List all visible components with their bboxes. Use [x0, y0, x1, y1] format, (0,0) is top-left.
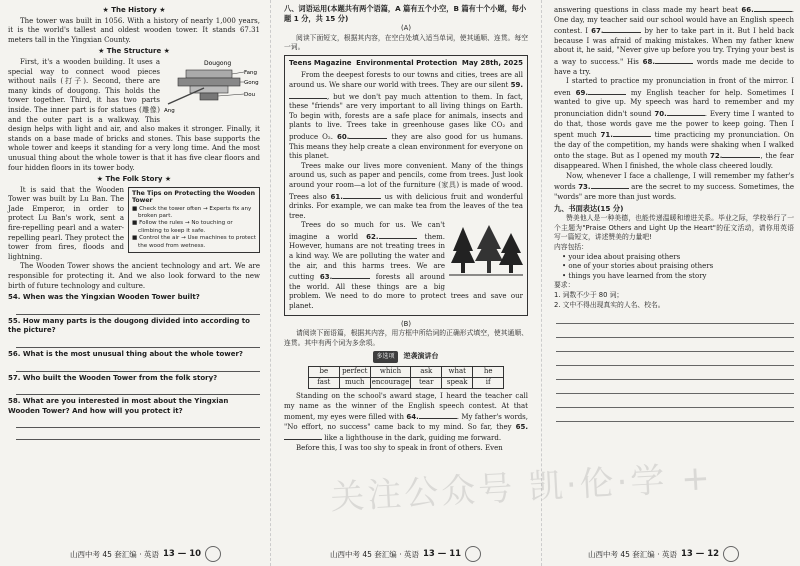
column-1 [8, 0, 260, 566]
page-footer-1 [70, 546, 221, 562]
writing-line[interactable] [556, 338, 794, 352]
column-divider [541, 0, 542, 566]
page-number: 13 — 10 [162, 549, 202, 559]
blank-61[interactable] [343, 191, 381, 199]
answer-line[interactable] [16, 360, 260, 372]
blank-66[interactable] [754, 4, 792, 12]
requirements-label: 要求： [554, 281, 575, 290]
blank-60[interactable] [349, 131, 387, 139]
blank-67[interactable] [603, 25, 641, 33]
part-a-label: (A) [401, 24, 411, 32]
word-bank-table [308, 366, 504, 389]
passage-b-paragraph-1: Standing on the school's award stage, I heard the teacher call my name as the winner of the English speech contest. At that moment, my eyes were filled with 64. . My father's words, "No effort, no success" came back to my mind. So far, they 65. like a lighthouse in the dark, guiding me forward. [284, 392, 528, 443]
word-cell: tear [411, 378, 442, 389]
passage-a-paragraph-2: Trees make our lives more convenient. Many of the things around us, such as paper and pencils, come from trees. Just look around your room—a lot of the furniture (家具) is made of wood. Trees also 61. us with delicious fruit and wonderful drinks. For example, we can make tea from the leaves of the tea tree. [289, 161, 523, 220]
tip-item: ■ Follow the rules → No touching or climbing to keep it safe. [132, 220, 233, 234]
seal-icon [465, 546, 481, 562]
blank-73[interactable] [591, 181, 629, 189]
column-divider [270, 0, 271, 566]
blank-68[interactable] [655, 56, 693, 64]
blank-70[interactable] [667, 108, 705, 116]
word-cell: speak [442, 378, 473, 389]
blank-59[interactable] [289, 91, 327, 99]
content-label: 内容包括： [554, 243, 588, 252]
instruction-a: 阅读下面短文，根据其内容，在空白处填入适当单词，使其通顺、连贯。每空一词。 [284, 33, 528, 52]
seal-icon [205, 546, 221, 562]
question-56: 56. What is the most unusual thing about the whole tower? [8, 350, 243, 358]
writing-line[interactable] [556, 394, 794, 408]
magazine-topic: Environmental Protection [356, 58, 458, 67]
passage-a-paragraph-1: From the deepest forests to our towns and cities, trees are all around us. We share our world with trees. They are our silent 59., but we don't pay much attention to them. In fact, these "friends" are very important to all living things on Earth. To begin with, forests are a safe place for animals, insects and plants to live. Trees take in greenhouse gases like CO₂ and produce O₂. 60. they are also good for us humans. This means they help create a clean environment for everyone on this planet. [289, 71, 523, 161]
word-cell: fast [308, 378, 339, 389]
folk-title: ★ The Folk Story ★ [96, 175, 172, 184]
word-row [308, 367, 503, 378]
dou-label: Dou [244, 91, 256, 98]
requirement-2: 2. 文中不得出现真实的人名、校名。 [554, 300, 665, 309]
section-9-heading: 九、书面表达(15 分) [554, 204, 624, 214]
section-8-heading: 八、词语运用(本题共有两个语篇，A 篇有五个小空，B 篇有十个小题，每小题 1 分，共 15 分) [284, 4, 527, 23]
column-3 [554, 0, 794, 566]
history-text: The tower was built in 1056. With a history of nearly 1,000 years, it is the world's tallest and oldest wooden tower. It stands 67.31 meters tall in the Yingxian County. [8, 16, 260, 44]
footer-title: 山西中考 45 套汇编 · 英语 [588, 549, 677, 559]
page-number: 13 — 11 [422, 549, 462, 559]
seal-icon [723, 546, 739, 562]
writing-line[interactable] [556, 366, 794, 380]
word-cell: much [339, 378, 370, 389]
word-bank-tag: 多选项 [373, 351, 397, 363]
word-cell: encourage [370, 378, 410, 389]
question-54: 54. When was the Yingxian Wooden Tower built? [8, 293, 200, 302]
history-title: ★ The History ★ [102, 6, 166, 14]
answer-line[interactable] [16, 428, 260, 440]
passage-b-paragraph-2: Before this, I was too shy to speak in front of others. Even [296, 443, 503, 452]
answer-line[interactable] [16, 383, 260, 395]
page-footer-3 [588, 546, 739, 562]
content-bullet: • your idea about praising others [562, 252, 681, 261]
magazine-date: May 28th, 2025 [461, 58, 523, 67]
passage-b-continued-1: answering questions in class made my heart beat 66. . One day, my teacher said our school would have an English speech contest. I 67. by her to take part in it. But I held back because I was afraid of making mistakes. When my father knew about it, he said, "Never give up before you try. Trying your best is a way to success." His 68. words made me decide to have a try. [554, 6, 794, 76]
answer-line[interactable] [16, 416, 260, 428]
word-cell: be [308, 367, 339, 378]
word-cell: if [473, 378, 504, 389]
watermark: 关注公众号 凯·伦·学 + [329, 458, 714, 518]
writing-line[interactable] [556, 310, 794, 324]
blank-64[interactable] [419, 411, 457, 419]
writing-line[interactable] [556, 380, 794, 394]
blank-69[interactable] [588, 87, 626, 95]
writing-line[interactable] [556, 408, 794, 422]
fang-label: Fang [244, 69, 258, 76]
page-number: 13 — 12 [680, 549, 720, 559]
word-cell: which [370, 367, 410, 378]
gong-label: Gong [244, 79, 259, 86]
content-bullet: • things you have learned from the story [562, 271, 707, 280]
column-2 [284, 0, 528, 566]
blank-62[interactable] [379, 231, 417, 239]
writing-line[interactable] [556, 352, 794, 366]
content-bullet: • one of your stories about praising others [562, 262, 714, 271]
question-57: 57. Who built the Wooden Tower from the folk story? [8, 373, 218, 382]
passage-b-continued-3: Now, whenever I face a challenge, I will remember my father's words 73. are the secret to my success. Sometimes, the "words" are more than just words. [554, 171, 794, 201]
answer-line[interactable] [16, 336, 260, 348]
word-cell: ask [411, 367, 442, 378]
magazine-header [289, 59, 523, 69]
question-55: 55. How many parts is the dougong divided into according to the picture? [8, 316, 250, 335]
tips-title: The Tips on Protecting the Wooden Tower [132, 189, 255, 205]
blank-63[interactable] [332, 271, 370, 279]
word-bank-title: 逆袭演讲台 [403, 352, 439, 361]
tip-item: ■ Check the tower often → Experts fix any broken part. [132, 205, 252, 219]
word-cell: he [473, 367, 504, 378]
word-row [308, 378, 503, 389]
structure-title: ★ The Structure ★ [98, 47, 170, 56]
part-b-label: (B) [401, 319, 411, 328]
word-cell: what [442, 367, 473, 378]
footer-title: 山西中考 45 套汇编 · 英语 [70, 549, 159, 559]
word-bank-header [284, 351, 528, 363]
instruction-b: 请阅读下面语篇，根据其内容，用方框中所给词的正确形式填空，使其通顺、连贯。其中有两个词为多余项。 [284, 329, 528, 347]
passage-b-continued-2: I started to practice my pronunciation in front of the mirror. I even 69. my English teacher for help. Sometimes I wanted to give up. My speech was hard to remember and my pronunciation didn't sound 70. . Every time I wanted to do that, those words gave me the power to keep going. Then I spent much 71. time practicing my pronunciation. On the day of the competition, my hands were shaking when I walked onto the stage. But as I opened my mouth 72. , the fear disappeared. When I finished, the whole class cheered loudly. [554, 77, 795, 170]
blank-72[interactable] [722, 150, 760, 158]
blank-65[interactable] [284, 432, 322, 440]
ang-label: Ang [164, 107, 175, 114]
writing-line[interactable] [556, 324, 794, 338]
magazine-name: Teens Magazine [289, 58, 352, 67]
passage-a-paragraph-3: Trees do so much for us. We can't imagine a world 62. them. However, humans are not treating trees in a kind way. We are polluting the water and the air, and this harms trees. We are cutting 63. forests all around the world. All these things are a big problem. We need to do more to protect trees and save our planet. [289, 221, 523, 311]
page-footer-2 [330, 546, 481, 562]
magazine-box [284, 55, 528, 316]
folk-paragraph-2: The Wooden Tower shows the ancient technology and art. We are responsible for protecting it. And we also look forward to the new birth of future technology and culture. [8, 262, 260, 290]
tip-item: ■ Control the air → Use machines to protect the wood from wetness. [132, 235, 256, 249]
requirement-1: 1. 词数不少于 80 词； [554, 291, 624, 300]
word-cell: perfect [339, 367, 370, 378]
dougong-diagram [164, 58, 260, 120]
answer-line[interactable] [16, 303, 260, 315]
tips-box [128, 187, 260, 253]
blank-71[interactable] [613, 129, 651, 137]
folk-paragraph: It is said that the Wooden Tower was built by Lu Ban. The Jade Emperor, in order to protect Lu Ban's work, sent a fire-repelling pearl and a water-repelling pearl. They protect the tower from fires, floods and lightning. [8, 185, 124, 261]
dougong-label: Dougong [204, 59, 232, 67]
writing-prompt: 赞美他人是一种美德，也能传递温暖和增进关系。毕业之际，学校举行了一个主题为"Praise Others and Light Up the Heart"的征文活动，请你用英语写一篇短文，讲述赞美的力量吧! [554, 214, 794, 242]
structure-paragraph: First, it's a wooden building. It uses a special way to connect wood pieces without nails (打子). Second, there are many kinds of dougong. This holds the tower together. Third, it has two parts inside. The inner part is for statues (雕像) and the outer part is a walkway. This design helps with light and air, and also makes it stronger. Finally, it stands on a base made of bricks and stones. This base supports the whole tower and keeps it standing for a very long time. And the most unusual thing about the whole tower is that it has five clear floors and four hidden floors in its tower body. [8, 57, 260, 172]
trees-illustration [449, 223, 523, 281]
question-58: 58. What are you interested in most about the Yingxian Wooden Tower? And how will you protect it? [8, 397, 229, 415]
footer-title: 山西中考 45 套汇编 · 英语 [330, 549, 419, 559]
